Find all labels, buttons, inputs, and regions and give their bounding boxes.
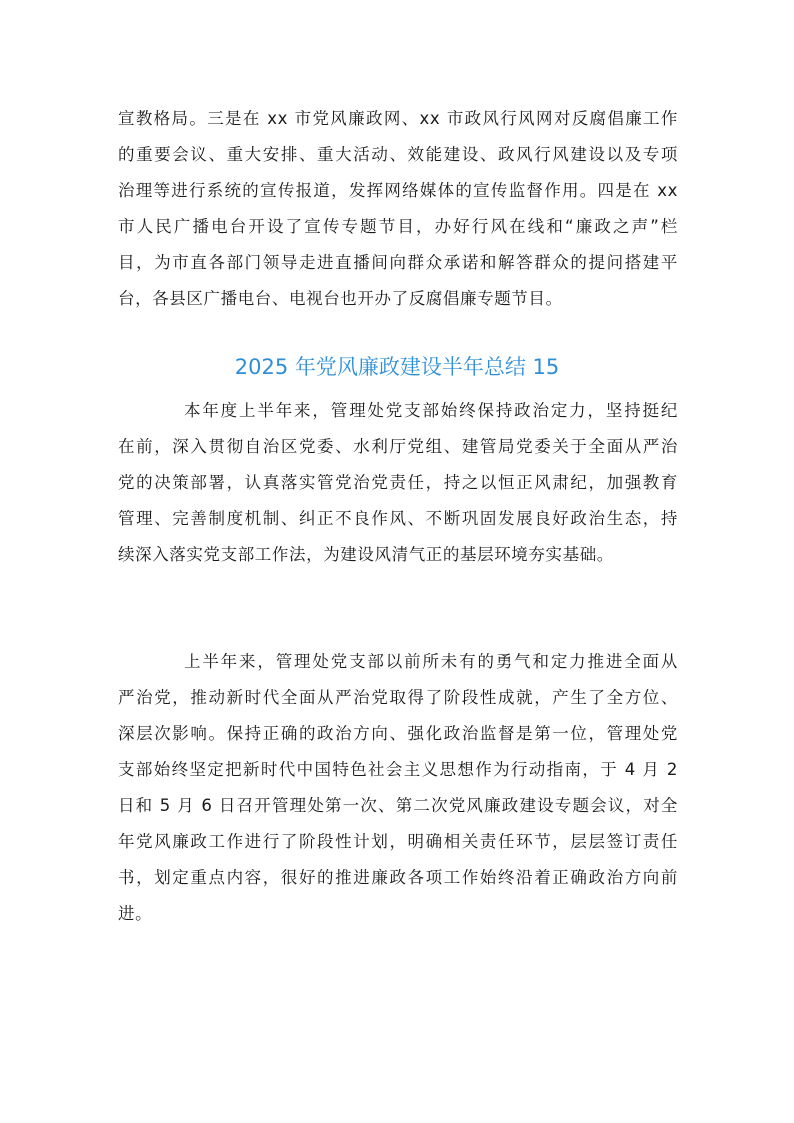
- text-line: 深层次影响。保持正确的政治方向、强化政治监督是第一位，管理处党: [118, 724, 678, 743]
- text-line: 书，划定重点内容，很好的推进廉政各项工作始终沿着正确政治方向前: [118, 868, 678, 887]
- text-line: 本年度上半年来，管理处党支部始终保持政治定力，坚持挺纪: [184, 401, 678, 420]
- text-line: 市人民广播电台开设了宣传专题节目，办好行风在线和“廉政之声”栏: [118, 217, 678, 236]
- text-line: 上半年来，管理处党支部以前所未有的勇气和定力推进全面从: [184, 652, 678, 671]
- text-line: 宣教格局。三是在 xx 市党风廉政网、xx 市政风行风网对反腐倡廉工作: [118, 109, 678, 128]
- body-paragraph-1: [118, 393, 678, 573]
- section-title: 2025 年党风廉政建设半年总结 15: [234, 355, 560, 379]
- text-line: 目，为市直各部门领导走进直播间向群众承诺和解答群众的提问搭建平: [118, 253, 678, 272]
- text-line: 日和 5 月 6 日召开管理处第一次、第二次党风廉政建设专题会议，对全: [118, 796, 678, 815]
- intro-paragraph: [118, 101, 678, 317]
- text-line: 续深入落实党支部工作法，为建设风清气正的基层环境夯实基础。: [118, 545, 614, 564]
- text-line: 台，各县区广播电台、电视台也开办了反腐倡廉专题节目。: [118, 289, 563, 308]
- text-line: 治理等进行系统的宣传报道，发挥网络媒体的宣传监督作用。四是在 xx: [118, 181, 678, 200]
- text-line: 严治党，推动新时代全面从严治党取得了阶段性成就，产生了全方位、: [118, 688, 678, 707]
- text-line: 在前，深入贯彻自治区党委、水利厅党组、建管局党委关于全面从严治: [118, 437, 678, 456]
- text-line: 党的决策部署，认真落实管党治党责任，持之以恒正风肃纪，加强教育: [118, 473, 678, 492]
- body-paragraph-2: [118, 644, 678, 932]
- text-line: 的重要会议、重大安排、重大活动、效能建设、政风行风建设以及专项: [118, 145, 678, 164]
- text-line: 进。: [118, 904, 153, 923]
- text-line: 支部始终坚定把新时代中国特色社会主义思想作为行动指南，于 4 月 2: [118, 760, 678, 779]
- text-line: 年党风廉政工作进行了阶段性计划，明确相关责任环节，层层签订责任: [118, 832, 678, 851]
- text-line: 管理、完善制度机制、纠正不良作风、不断巩固发展良好政治生态，持: [118, 509, 678, 528]
